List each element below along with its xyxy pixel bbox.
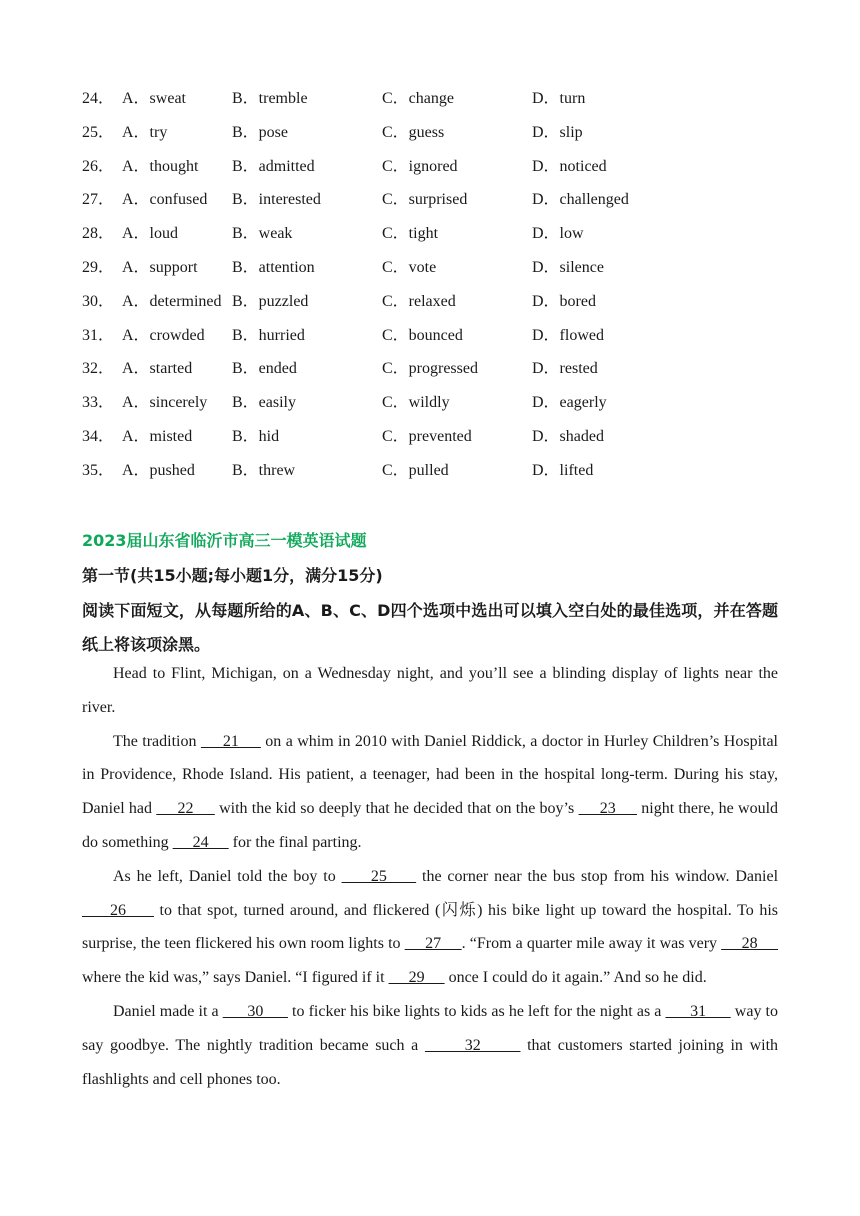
option-a: A．loud xyxy=(122,225,179,243)
option-c: C．guess xyxy=(382,123,445,141)
option-c: C．surprised xyxy=(382,191,468,209)
blank-22: 22 xyxy=(156,800,215,818)
paragraph-text: to that spot, turned around, and flickered (闪烁) his bike light up toward the hospital. To his surprise, the teen flickered his own room lights to xyxy=(82,901,779,953)
option-c: C．ignored xyxy=(382,157,458,175)
option-row xyxy=(82,358,782,392)
option-b: B．ended xyxy=(232,360,297,378)
option-b: B．interested xyxy=(232,191,321,209)
option-b: B．weak xyxy=(232,225,293,243)
option-d: D．flowed xyxy=(532,326,604,344)
paragraph-text: where the kid was,” says Daniel. “I figured if it xyxy=(82,969,389,987)
blank-30: 30 xyxy=(222,1002,288,1020)
question-number: 29． xyxy=(82,258,115,276)
option-row xyxy=(82,223,782,257)
option-d: D．silence xyxy=(532,258,604,276)
option-c: C．bounced xyxy=(382,326,463,344)
option-row xyxy=(82,426,782,460)
question-number: 34． xyxy=(82,427,115,445)
instructions: 阅读下面短文，从每题所给的A、B、C、D四个选项中选出可以填入空白处的最佳选项，并在答题纸上将该项涂黑。 xyxy=(82,601,778,654)
blank-21: 21 xyxy=(200,732,261,750)
blank-28: 28 xyxy=(721,935,779,953)
option-a: A．started xyxy=(122,360,193,378)
paragraph-text: with the kid so deeply that he decided that on the boy’s xyxy=(214,800,579,818)
exam-title: 2023届山东省临沂市高三一模英语试题 xyxy=(82,531,367,550)
option-d: D．bored xyxy=(532,292,596,310)
option-row xyxy=(82,460,782,494)
question-number: 32． xyxy=(82,360,115,378)
blank-31: 31 xyxy=(665,1002,731,1020)
option-d: D．shaded xyxy=(532,427,604,445)
option-a: A．try xyxy=(122,123,168,141)
option-row xyxy=(82,291,782,325)
blank-24: 24 xyxy=(172,833,229,851)
option-d: D．low xyxy=(532,225,584,243)
option-a: A．misted xyxy=(122,427,193,445)
option-c: C．pulled xyxy=(382,461,449,479)
question-number: 35． xyxy=(82,461,115,479)
paragraph-text: that customers started joining in with flashlights and cell phones too. xyxy=(82,1036,779,1088)
option-a: A．support xyxy=(122,258,198,276)
option-a: A．pushed xyxy=(122,461,195,479)
option-d: D．challenged xyxy=(532,191,629,209)
option-d: D．rested xyxy=(532,360,598,378)
option-c: C．tight xyxy=(382,225,439,243)
option-b: B．pose xyxy=(232,123,289,141)
option-c: C．change xyxy=(382,90,454,107)
option-row xyxy=(82,189,782,223)
paragraph-text: to ficker his bike lights to kids as he left for the night as a xyxy=(287,1002,666,1020)
blank-23: 23 xyxy=(578,800,638,818)
option-a: A．confused xyxy=(122,191,208,209)
passage-paragraph xyxy=(82,725,778,860)
paragraph-text: Daniel made it a xyxy=(113,1002,223,1020)
paragraph-text: Head to Flint, Michigan, on a Wednesday night, and you’ll see a blinding display of lights near the river. xyxy=(82,665,778,716)
option-c: C．vote xyxy=(382,258,437,276)
option-d: D．lifted xyxy=(532,461,594,479)
option-c: C．relaxed xyxy=(382,292,456,310)
paragraph-text: As he left, Daniel told the boy to xyxy=(113,867,342,885)
option-d: D．noticed xyxy=(532,157,607,175)
paragraph-text: way to say goodbye. The nightly tradition became such a xyxy=(82,1002,778,1054)
passage-paragraph xyxy=(82,995,778,1096)
option-row xyxy=(82,88,782,122)
option-b: B．attention xyxy=(232,258,315,276)
option-row xyxy=(82,257,782,291)
paragraph-text: . “From a quarter mile away it was very xyxy=(461,935,722,953)
option-b: B．admitted xyxy=(232,157,315,175)
option-d: D．eagerly xyxy=(532,394,607,412)
option-a: A．thought xyxy=(122,157,199,175)
option-b: B．hid xyxy=(232,427,280,445)
section-heading: 第一节(共15小题;每小题1分，满分15分) xyxy=(82,566,383,585)
blank-29: 29 xyxy=(388,969,445,987)
blank-26: 26 xyxy=(82,901,154,919)
paragraph-text: the corner near the bus stop from his window. Daniel xyxy=(416,867,779,885)
option-c: C．prevented xyxy=(382,427,472,445)
option-d: D．turn xyxy=(532,90,586,107)
paragraph-text: for the final parting. xyxy=(228,833,362,851)
option-a: A．sweat xyxy=(122,90,186,107)
option-b: B．tremble xyxy=(232,90,308,107)
paragraph-text: night there, he would do something xyxy=(82,800,779,851)
reading-passage xyxy=(82,657,778,1096)
option-c: C．wildly xyxy=(382,394,450,412)
option-row xyxy=(82,325,782,359)
option-c: C．progressed xyxy=(382,360,478,378)
passage-paragraph xyxy=(82,860,778,995)
passage-paragraph xyxy=(82,657,778,725)
question-number: 28． xyxy=(82,225,115,243)
option-row xyxy=(82,122,782,156)
option-a: A．crowded xyxy=(122,326,205,344)
question-number: 33． xyxy=(82,394,115,412)
question-number: 25． xyxy=(82,123,115,141)
option-row xyxy=(82,156,782,190)
blank-32: 32 xyxy=(424,1036,521,1054)
blank-27: 27 xyxy=(404,935,462,953)
question-number: 31． xyxy=(82,326,115,344)
paragraph-text: once I could do it again.” And so he did. xyxy=(444,969,707,987)
paragraph-text: The tradition xyxy=(113,732,201,750)
option-b: B．threw xyxy=(232,461,296,479)
question-number: 30． xyxy=(82,292,115,310)
option-b: B．easily xyxy=(232,394,296,412)
blank-25: 25 xyxy=(341,867,417,885)
question-number: 24． xyxy=(82,90,115,107)
option-a: A．sincerely xyxy=(122,394,208,412)
question-number: 27． xyxy=(82,191,115,209)
option-a: A．determined xyxy=(122,292,222,310)
option-b: B．hurried xyxy=(232,326,305,344)
paragraph-text: on a whim in 2010 with Daniel Riddick, a doctor in Hurley Children’s Hospital in Providence, Rhode Island. His patient, a teenager, had been in the hospital long-term. During his stay, Daniel had xyxy=(82,732,779,818)
option-d: D．slip xyxy=(532,123,583,141)
option-b: B．puzzled xyxy=(232,292,309,310)
answer-options-table xyxy=(82,88,782,494)
option-row xyxy=(82,392,782,426)
question-number: 26． xyxy=(82,157,115,175)
